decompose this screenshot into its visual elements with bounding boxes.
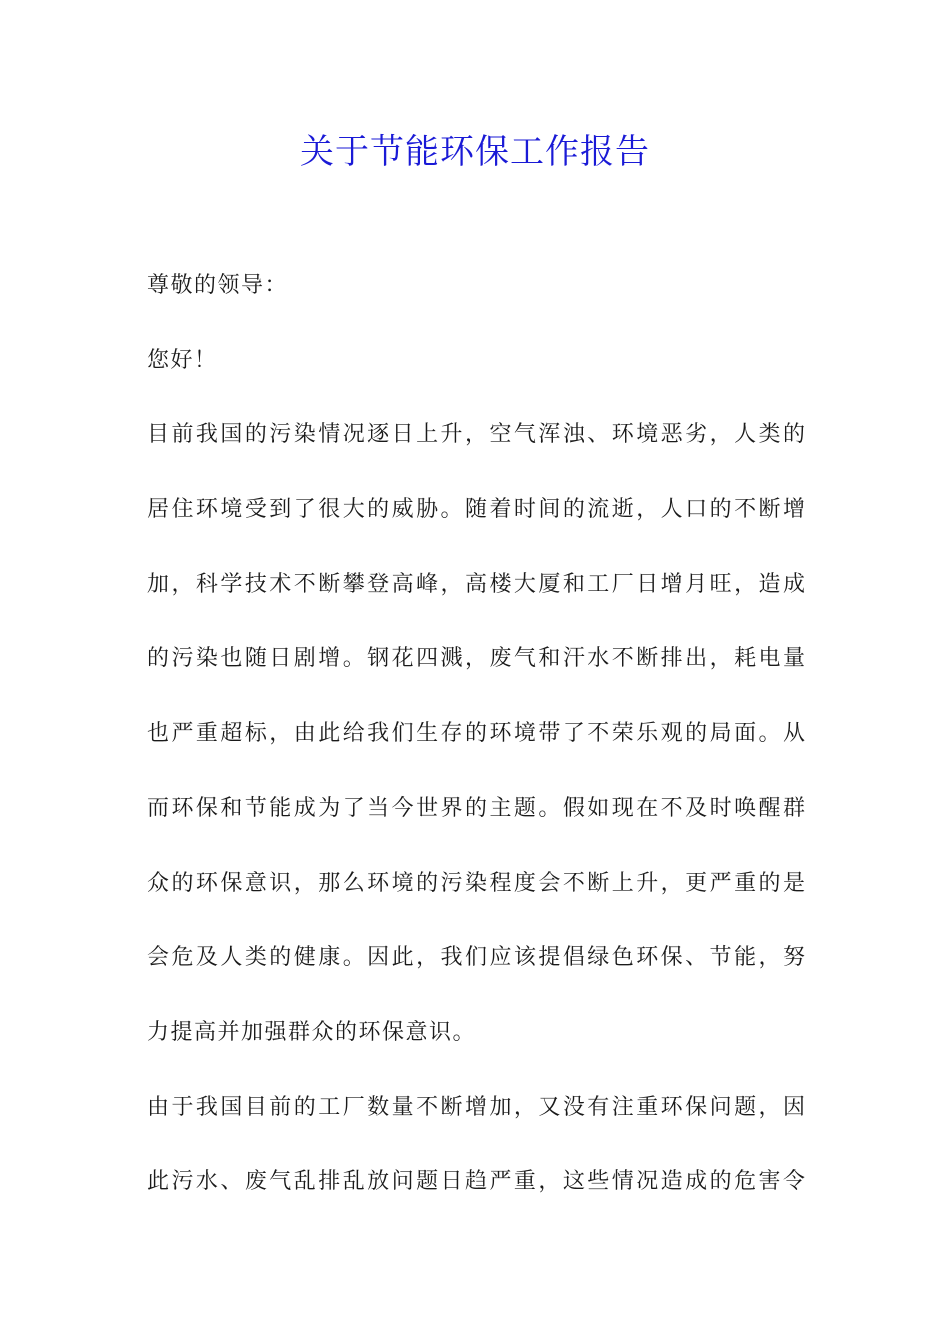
paragraph-line: 而环保和节能成为了当今世界的主题。假如现在不及时唤醒群 [147, 795, 805, 821]
paragraph-line: 的污染也随日剧增。钢花四溅，废气和汗水不断排出，耗电量 [147, 646, 805, 672]
document-title: 关于节能环保工作报告 [300, 132, 650, 172]
paragraph-line: 加，科学技术不断攀登高峰，高楼大厦和工厂日增月旺，造成 [147, 571, 805, 597]
paragraph-line: 居住环境受到了很大的威胁。随着时间的流逝，人口的不断增 [147, 497, 805, 523]
paragraph-line: 由于我国目前的工厂数量不断增加，又没有注重环保问题，因 [147, 1094, 805, 1120]
paragraph-line: 力提高并加强群众的环保意识。 [147, 1019, 477, 1045]
salutation-line: 尊敬的领导： [147, 273, 289, 298]
paragraph-line: 此污水、废气乱排乱放问题日趋严重，这些情况造成的危害令 [147, 1169, 805, 1195]
paragraph-line: 众的环保意识，那么环境的污染程度会不断上升，更严重的是 [147, 870, 805, 896]
document-body [147, 266, 805, 1237]
paragraph-line: 目前我国的污染情况逐日上升，空气浑浊、环境恶劣，人类的 [147, 422, 805, 448]
paragraph-line: 也严重超标，由此给我们生存的环境带了不荣乐观的局面。从 [147, 721, 805, 747]
paragraph-line: 会危及人类的健康。因此，我们应该提倡绿色环保、节能，努 [147, 945, 805, 971]
greeting-line: 您好！ [147, 347, 218, 373]
